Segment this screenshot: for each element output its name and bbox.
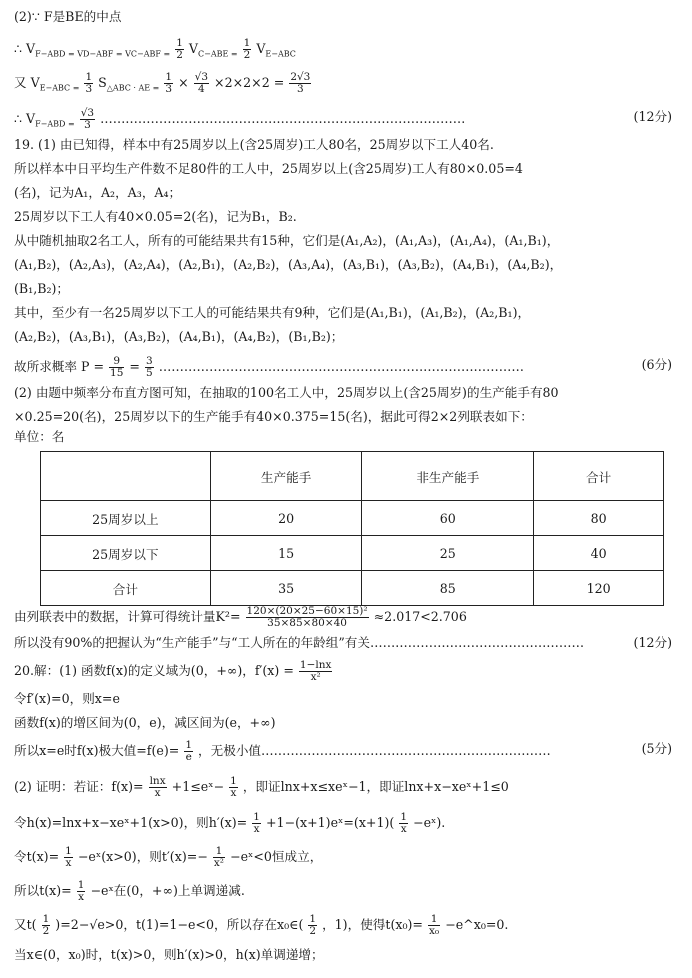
line-6: 所以样本中日平均生产件数不足80件的工人中，25周岁以上(含25周岁)工人有80×0.05=4 (14, 161, 523, 176)
fraction-derivative: $\frac{1-\ln x}{\text{x²}}$ (299, 659, 332, 683)
fraction-lnx-over-x: $\frac{\ln x}{x}$ (149, 775, 166, 799)
table-header-cell: 合计 (534, 452, 664, 501)
fraction-one-half: $\frac{1}{2}$ (309, 913, 317, 937)
table-cell: 85 (362, 571, 534, 606)
table-cell: 35 (210, 571, 362, 606)
table-cell: 合计 (41, 571, 211, 606)
line-22: 函数f(x)的增区间为(0，e)，减区间为(e，+∞) (14, 715, 276, 730)
line-23-extremum: 所以x=e时f(x)极大值=f(e)= $\frac{1}{e}$ ，无极小值…………………………………………………………… (5分) (14, 739, 672, 763)
score-label: (12分) (633, 635, 672, 650)
fraction-one-over-x0: $\frac{1}{\text{x₀}}$ (429, 913, 440, 937)
score-label: (12分) (633, 109, 672, 124)
line-13: (A₂,B₂)，(A₃,B₁)，(A₃,B₂)，(A₄,B₁)，(A₄,B₂)，(B₁,B₂)； (14, 329, 344, 344)
fraction-one-over-x-squared: $\frac{1}{\text{x²}}$ (213, 845, 224, 869)
line-16: ×0.25=20(名)，25周岁以下的生产能手有40×0.375=15(名)，据此可得2×2列联表如下： (14, 409, 533, 424)
score-label: (5分) (641, 741, 672, 756)
line-3-volume-calc: 又 $V_{E-ABC =}$ $\frac{1}{3}$ $S_{\triangle ABC \cdot AE =}$ $\frac{1}{3}$ × $\frac{√3}{4}$ ×2×2×2 = $\frac{2√3}{3}$ (14, 71, 311, 95)
line-19: 所以没有90%的把握认为“生产能手”与“工人所在的年龄组”有关…………………………………………… (12分) (14, 635, 672, 650)
line-4-volume-result: ∴ $V_{F-ABD =}$ $\frac{√3}{3}$ …………………………………………………………………………… (12分) (14, 107, 672, 131)
fraction-one-over-x: $\frac{1}{x}$ (65, 845, 72, 869)
line-2-volume-equation: ∴ $V_{F-ABD = VD-ABF = VC-ABF =}$ $\frac{1}{2}$ $V_{C-ABE =}$ $\frac{1}{2}$ $V_{E-ABC}$ (14, 37, 296, 61)
table-row (41, 501, 664, 536)
fraction-one-over-x: $\frac{1}{x}$ (253, 811, 260, 835)
table-cell: 25周岁以上 (41, 501, 211, 536)
line-29: 当x∈(0，x₀)时，t(x)>0，则h′(x)>0，h(x)单调递增； (14, 947, 324, 962)
line-7: (名)，记为A₁，A₂，A₃，A₄； (14, 185, 182, 200)
table-header-row (41, 452, 664, 501)
table-cell: 25周岁以下 (41, 536, 211, 571)
line-15: (2) 由题中频率分布直方图可知，在抽取的100名工人中，25周岁以上(含25周岁)的生产能手有80 (14, 385, 559, 400)
line-14-probability: 故所求概率 P = $\frac{9}{15}$ = $\frac{3}{5}$ …………………………………………………………………………… (6分) (14, 355, 672, 379)
table-cell: 80 (534, 501, 664, 536)
fraction-3-over-5: $\frac{3}{5}$ (146, 355, 153, 379)
line-8: 25周岁以下工人有40×0.05=2(名)，记为B₁，B₂. (14, 209, 297, 224)
fraction-one-over-e: $\frac{1}{e}$ (185, 739, 193, 763)
line-28-zero-point: 又t( $\frac{1}{2}$ )=2−√e>0，t(1)=1−e<0，所以存在x₀∈( $\frac{1}{2}$ ，1)，使得t(x₀)= $\frac{1}{\text{x₀}}$ −e^x₀=0. (14, 913, 509, 937)
fraction-9-over-15: $\frac{9}{15}$ (110, 355, 124, 379)
line-27-monotone: 所以t(x)= $\frac{1}{x}$ −eˣ在(0，+∞)上单调递减. (14, 879, 245, 903)
table-cell: 120 (534, 571, 664, 606)
fraction-sqrt3-over-3: $\frac{√3}{3}$ (80, 107, 95, 131)
line-17-unit: 单位：名 (14, 429, 65, 444)
table-row (41, 536, 664, 571)
table-cell: 60 (362, 501, 534, 536)
line-20-derivative: 20.解：(1) 函数f(x)的定义域为(0，+∞)，f′(x) = $\frac{1-\ln x}{\text{x²}}$ (14, 659, 332, 683)
line-9: 从中随机抽取2名工人，所有的可能结果共有15种，它们是(A₁,A₂)，(A₁,A₃)，(A₁,A₄)，(A₁,B₁)， (14, 233, 560, 248)
table-cell: 25 (362, 536, 534, 571)
line-24-proof: (2) 证明：若证：f(x)= $\frac{\ln x}{x}$ +1≤eˣ− $\frac{1}{x}$ ，即证lnx+x≤xeˣ−1，即证lnx+x−xeˣ+1≤0 (14, 775, 509, 799)
line-5: 19. (1) 由已知得，样本中有25周岁以上(含25周岁)工人80名，25周岁以下工人40名. (14, 137, 494, 152)
line-18-k-squared: 由列联表中的数据，计算可得统计量K²= $\frac{\text{120×(20×25−60×15)²}}{35\times 85\times 80\times 40}$ ≈2.017<2.706 (14, 605, 467, 629)
fraction-2sqrt3-over-3: $\frac{2√3}{3}$ (290, 71, 311, 95)
fraction-one-third: $\frac{1}{3}$ (85, 71, 93, 95)
fraction-one-over-x: $\frac{1}{x}$ (400, 811, 408, 835)
line-25-h-function: 令h(x)=lnx+x−xeˣ+1(x>0)，则h′(x)= $\frac{1}{x}$ +1−(x+1)eˣ=(x+1)( $\frac{1}{x}$ −eˣ). (14, 811, 446, 835)
fraction-one-third: $\frac{1}{3}$ (165, 71, 173, 95)
table-header-cell: 生产能手 (210, 452, 362, 501)
line-21: 令f′(x)=0，则x=e (14, 691, 120, 706)
contingency-table (40, 451, 664, 606)
fraction-one-half: $\frac{1}{2}$ (176, 37, 183, 61)
table-row (41, 571, 664, 606)
table-cell: 15 (210, 536, 362, 571)
table-cell: 20 (210, 501, 362, 536)
line-26-t-function: 令t(x)= $\frac{1}{x}$ −eˣ(x>0)，则t′(x)=− $\frac{1}{\text{x²}}$ −eˣ<0恒成立， (14, 845, 323, 869)
fraction-one-over-x: $\frac{1}{x}$ (230, 775, 237, 799)
table-header-cell (41, 452, 211, 501)
fraction-sqrt3-over-4: $\frac{√3}{4}$ (194, 71, 209, 95)
fraction-k-squared: $\frac{\text{120×(20×25−60×15)²}}{35\times 85\times 80\times 40}$ (246, 605, 368, 629)
line-12: 其中，至少有一名25周岁以下工人的可能结果共有9种，它们是(A₁,B₁)，(A₁,B₂)，(A₂,B₁)， (14, 305, 531, 320)
line-1: (2)∵ F是BE的中点 (14, 9, 122, 24)
table-cell: 40 (534, 536, 664, 571)
line-11: (B₁,B₂)； (14, 281, 70, 296)
fraction-one-half: $\frac{1}{2}$ (243, 37, 251, 61)
fraction-one-half: $\frac{1}{2}$ (42, 913, 50, 937)
score-label: (6分) (641, 357, 672, 372)
fraction-one-over-x: $\frac{1}{x}$ (77, 879, 85, 903)
table-header-cell: 非生产能手 (362, 452, 534, 501)
line-10: (A₁,B₂)，(A₂,A₃)，(A₂,A₄)，(A₂,B₁)，(A₂,B₂)，(A₃,A₄)，(A₃,B₁)，(A₃,B₂)，(A₄,B₁)，(A₄,B₂)， (14, 257, 563, 272)
